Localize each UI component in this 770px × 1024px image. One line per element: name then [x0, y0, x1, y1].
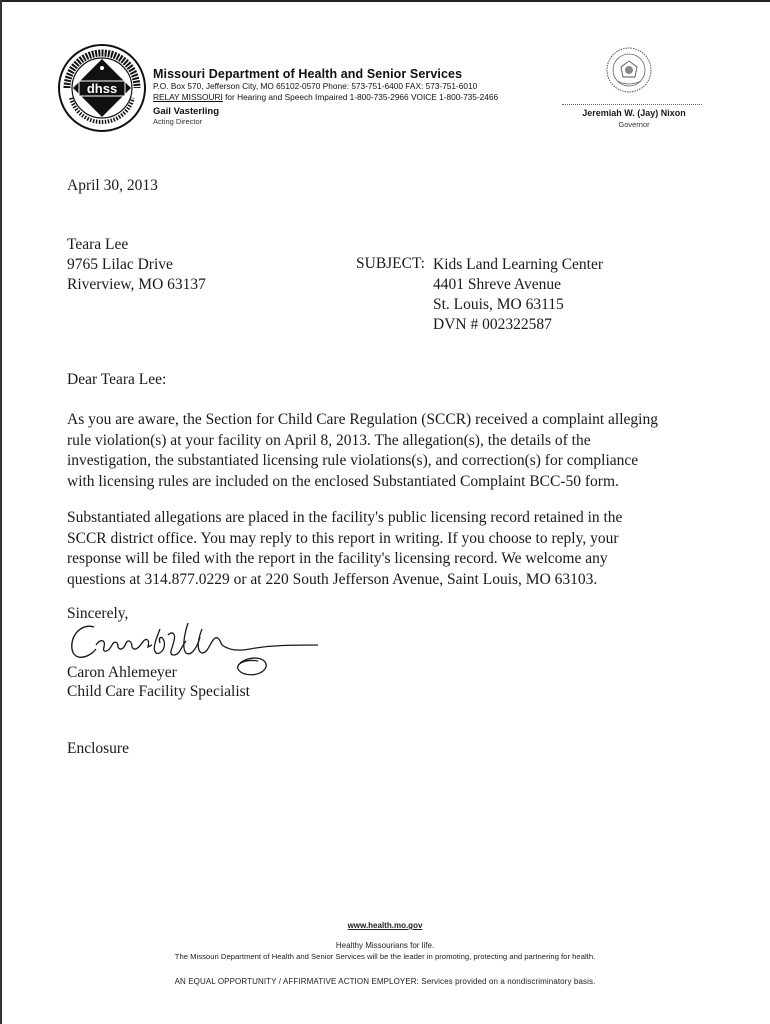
- governor-rule: [562, 104, 702, 105]
- subject-city: St. Louis, MO 63115: [433, 296, 564, 313]
- subject-block: [433, 255, 603, 335]
- letterhead: [153, 67, 498, 126]
- recipient-address: [67, 235, 206, 295]
- paragraph-line: As you are aware, the Section for Child Care Regulation (SCCR) received a complaint alleging: [67, 411, 658, 428]
- footer-mission: The Missouri Department of Health and Senior Services will be the leader in promoting, protecting and partnering for health.: [174, 952, 596, 961]
- relay-label: RELAY MISSOURI: [153, 91, 223, 102]
- letter-date: April 30, 2013: [67, 177, 158, 194]
- closing: Sincerely,: [67, 605, 129, 622]
- relay-line: [153, 92, 498, 103]
- signer-block: [67, 663, 250, 701]
- department-address: P.O. Box 570, Jefferson City, MO 65102-0570 Phone: 573-751-6400 FAX: 573-751-6010: [153, 81, 478, 91]
- paragraph-2: [67, 508, 697, 590]
- paragraph-line: with licensing rules are included on the enclosed Substantiated Complaint BCC-50 form.: [67, 472, 619, 490]
- salutation: Dear Teara Lee:: [67, 371, 167, 388]
- paragraph-line: SCCR district office. You may reply to this report in writing. If you choose to reply, your: [67, 529, 619, 547]
- paragraph-line: Substantiated allegations are placed in the facility's public licensing record retained in the: [67, 509, 623, 526]
- governor-title: Governor: [618, 120, 650, 129]
- footer-eeo: AN EQUAL OPPORTUNITY / AFFIRMATIVE ACTION EMPLOYER: Services provided on a nondiscriminatory basis.: [174, 977, 596, 986]
- recipient-street: 9765 Lilac Drive: [67, 256, 173, 273]
- paragraph-line: questions at 314.877.0229 or at 220 South Jefferson Avenue, Saint Louis, MO 63103.: [67, 570, 598, 588]
- subject-street: 4401 Shreve Avenue: [433, 276, 561, 293]
- scan-edge-left: [0, 0, 2, 1024]
- subject-facility: Kids Land Learning Center: [433, 256, 604, 273]
- department-name: Missouri Department of Health and Senior Services: [153, 67, 463, 81]
- subject-dvn: DVN # 002322587: [433, 316, 552, 333]
- scan-edge-top: [0, 0, 770, 2]
- signer-name: Caron Ahlemeyer: [67, 664, 177, 681]
- signer-title: Child Care Facility Specialist: [67, 683, 250, 700]
- svg-text:dhss: dhss: [86, 81, 118, 96]
- subject-label: SUBJECT:: [356, 255, 425, 272]
- paragraph-line: rule violation(s) at your facility on April 8, 2013. The allegation(s), the details of the: [67, 431, 591, 449]
- paragraph-line: investigation, the substantiated licensing rule violations(s), and correction(s) for compliance: [67, 452, 639, 469]
- relay-text: for Hearing and Speech Impaired 1-800-735-2966 VOICE 1-800-735-2466: [222, 91, 499, 102]
- state-seal-logo: [604, 45, 654, 97]
- director-name: Gail Vasterling: [153, 106, 219, 117]
- footer-url: www.health.mo.gov: [347, 921, 423, 930]
- recipient-city: Riverview, MO 63137: [67, 276, 206, 293]
- recipient-name: Teara Lee: [67, 236, 129, 253]
- paragraph-1: [67, 410, 697, 492]
- paragraph-line: response will be filed with the report in the facility's licensing record. We welcome any: [67, 550, 608, 567]
- dhss-seal-logo: [57, 43, 147, 133]
- enclosure-note: Enclosure: [67, 740, 129, 757]
- footer-motto: Healthy Missourians for life.: [335, 941, 435, 950]
- governor-name: Jeremiah W. (Jay) Nixon: [582, 108, 686, 118]
- director-title: Acting Director: [153, 117, 203, 126]
